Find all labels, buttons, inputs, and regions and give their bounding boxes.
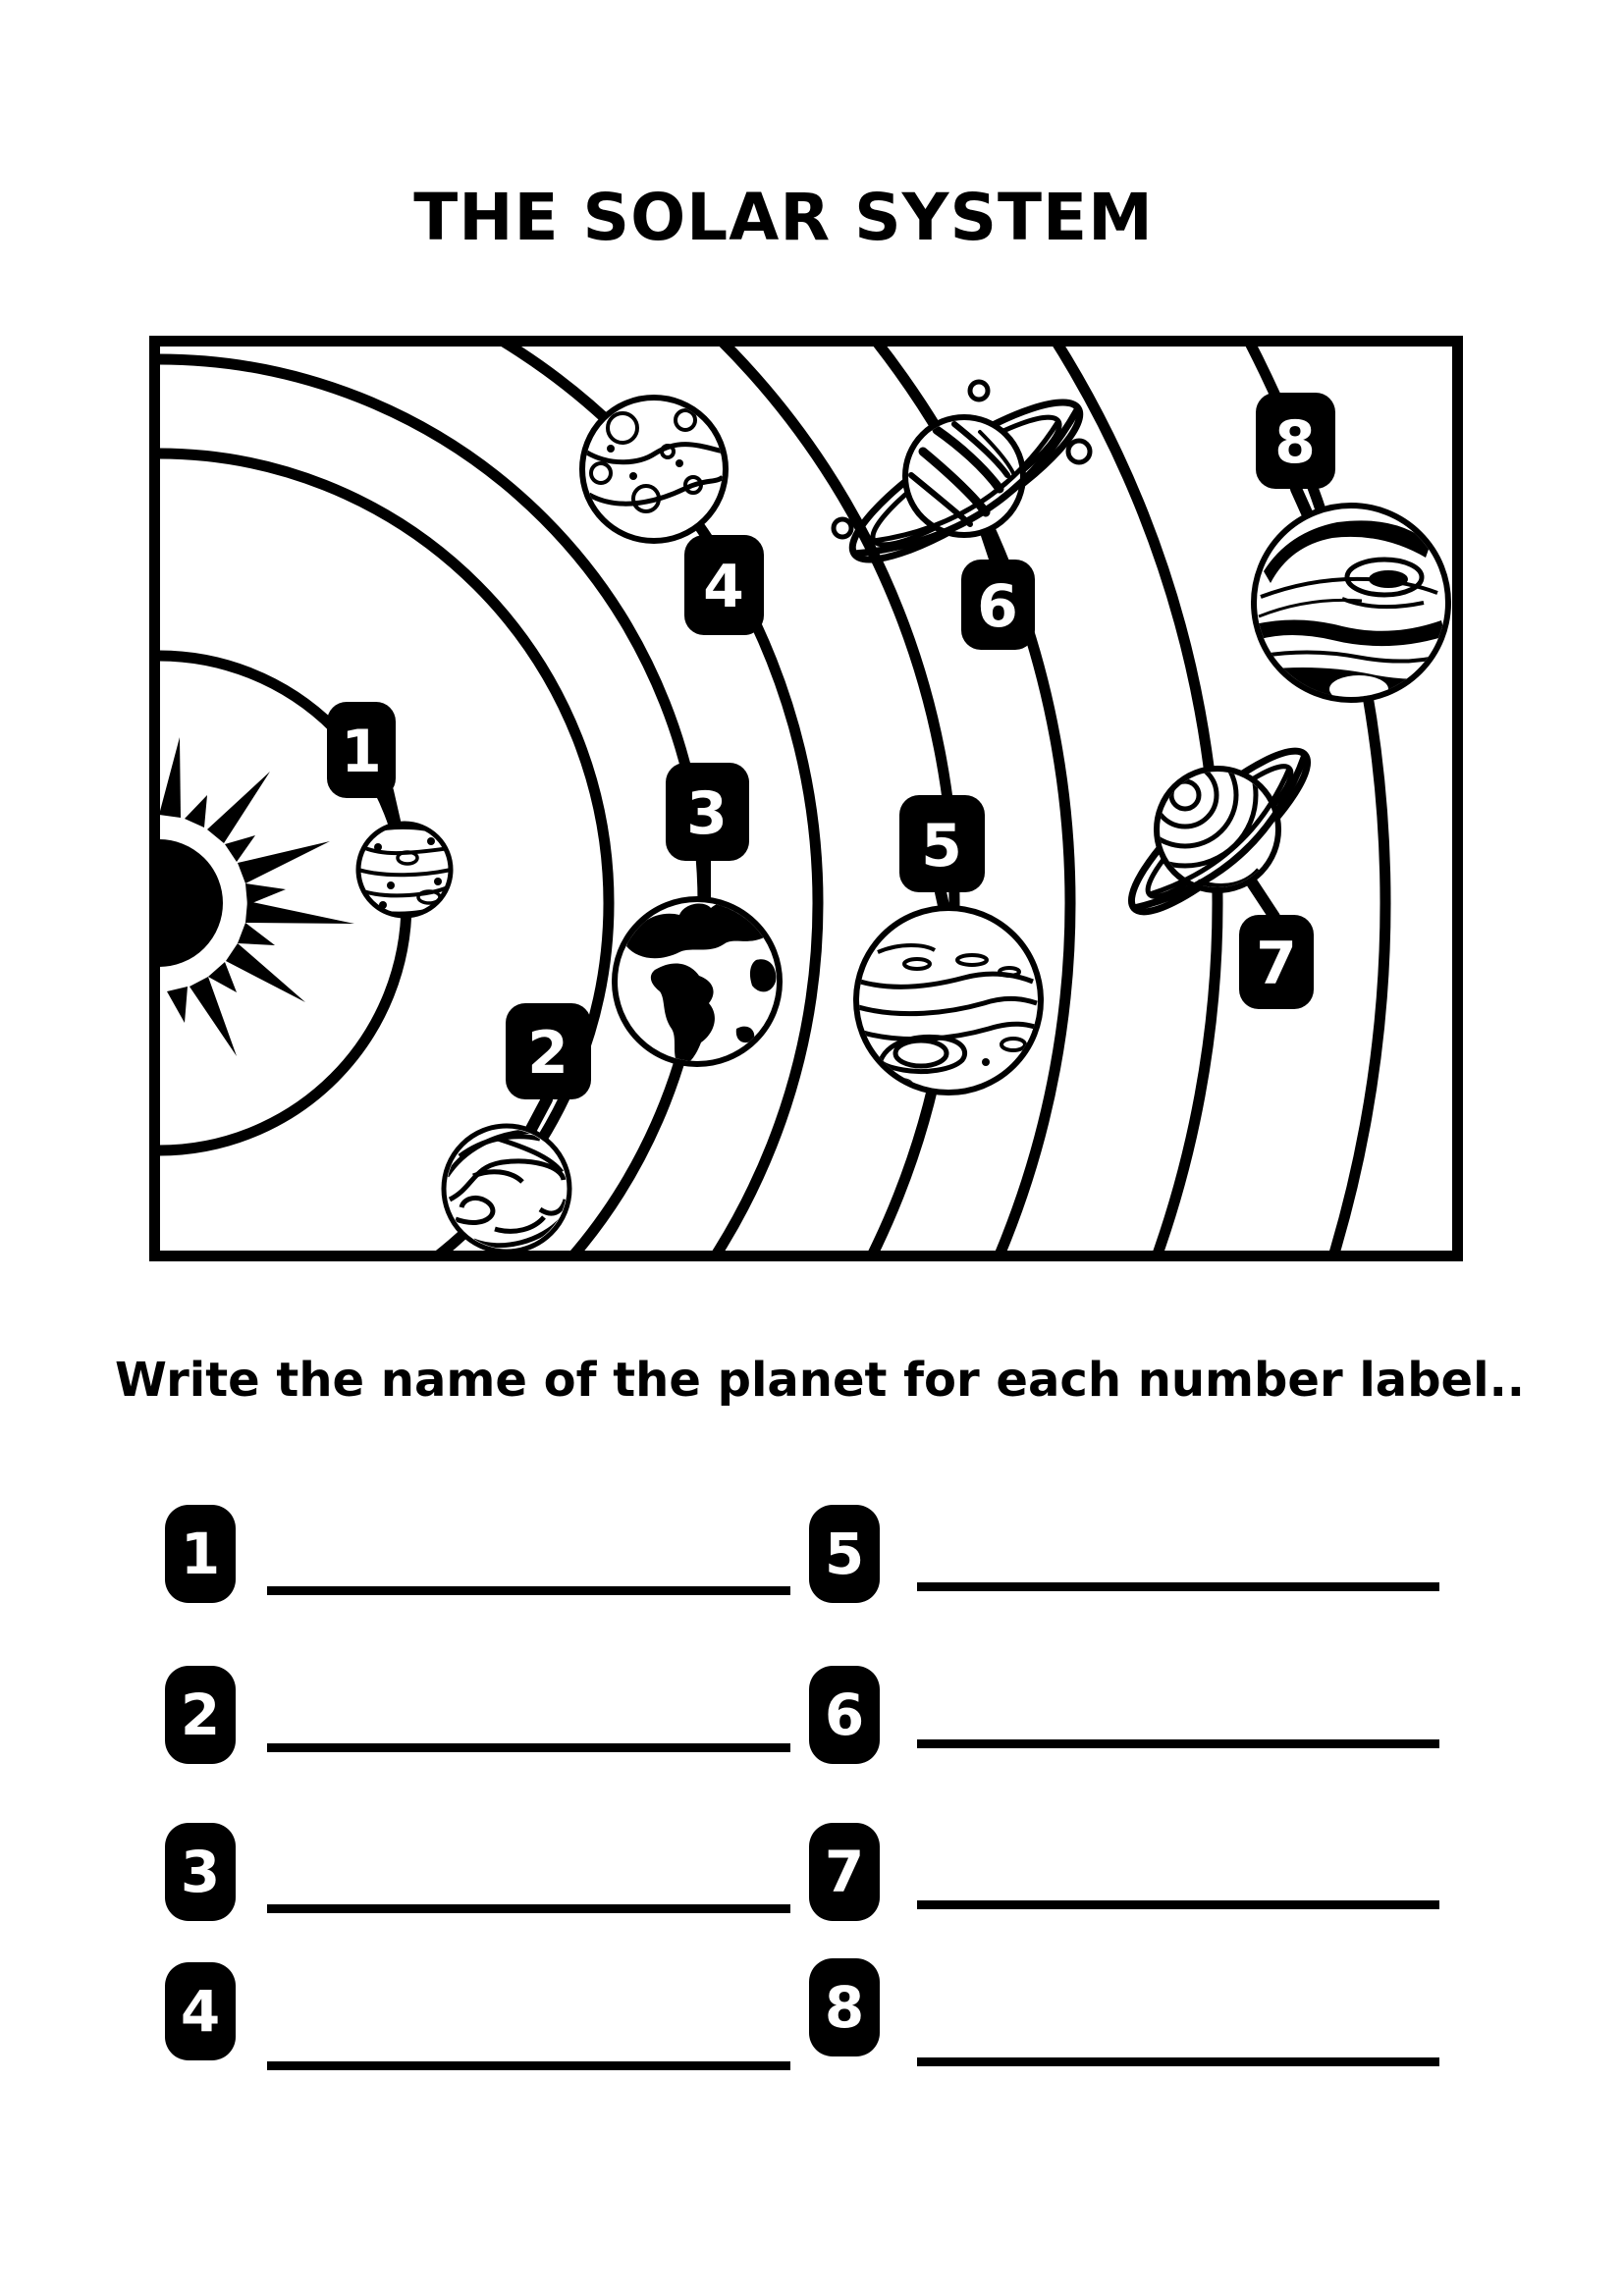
answer-number: 3 <box>180 1839 221 1905</box>
saturn-icon <box>834 379 1098 584</box>
page-title: THE SOLAR SYSTEM <box>413 180 1154 255</box>
answer-blank-4[interactable] <box>267 2061 790 2070</box>
answer-blank-5[interactable] <box>917 1582 1439 1591</box>
svg-text:1: 1 <box>341 718 382 786</box>
sun-icon <box>149 737 354 1056</box>
answer-blank-6[interactable] <box>917 1739 1439 1748</box>
neptune-icon <box>1254 506 1448 741</box>
answer-label-2 <box>165 1666 236 1764</box>
answer-number: 1 <box>180 1521 221 1587</box>
svg-text:2: 2 <box>527 1019 568 1088</box>
svg-text:8: 8 <box>1274 408 1316 477</box>
diagram-number-labels <box>327 393 1335 1099</box>
solar-system-illustration <box>149 336 1463 1261</box>
diagram-label-8 <box>1256 393 1335 489</box>
answer-number: 8 <box>824 1974 865 2041</box>
answer-number: 6 <box>824 1682 865 1748</box>
answer-label-8 <box>809 1958 880 2056</box>
mercury-icon <box>358 824 451 923</box>
answer-label-4 <box>165 1962 236 2060</box>
svg-text:5: 5 <box>921 812 962 881</box>
answer-blank-7[interactable] <box>917 1900 1439 1909</box>
answer-number: 7 <box>824 1839 865 1905</box>
diagram-label-6 <box>961 560 1035 650</box>
svg-text:6: 6 <box>977 572 1018 641</box>
diagram-label-5 <box>899 795 985 892</box>
svg-text:4: 4 <box>703 553 744 621</box>
diagram-label-7 <box>1239 915 1314 1009</box>
answer-number: 5 <box>824 1521 865 1587</box>
svg-text:3: 3 <box>686 779 728 848</box>
diagram-label-2 <box>506 1003 591 1099</box>
answer-label-3 <box>165 1823 236 1921</box>
earth-icon <box>615 899 780 1066</box>
answer-label-1 <box>165 1505 236 1603</box>
answer-label-7 <box>809 1823 880 1921</box>
instruction-text: Write the name of the planet for each number label.. <box>114 1353 1526 1408</box>
answer-label-5 <box>809 1505 880 1603</box>
solar-system-diagram <box>149 336 1463 1261</box>
jupiter-icon <box>856 908 1041 1120</box>
answer-blank-8[interactable] <box>917 2057 1439 2066</box>
diagram-label-4 <box>684 535 764 635</box>
answer-blank-3[interactable] <box>267 1904 790 1913</box>
answer-number: 4 <box>180 1978 221 2045</box>
diagram-label-3 <box>666 763 749 861</box>
mars-icon <box>582 398 726 541</box>
answer-blank-2[interactable] <box>267 1743 790 1752</box>
svg-text:7: 7 <box>1256 930 1297 998</box>
answer-label-6 <box>809 1666 880 1764</box>
answer-number: 2 <box>180 1682 221 1748</box>
answer-blank-1[interactable] <box>267 1586 790 1595</box>
diagram-label-1 <box>327 702 396 798</box>
